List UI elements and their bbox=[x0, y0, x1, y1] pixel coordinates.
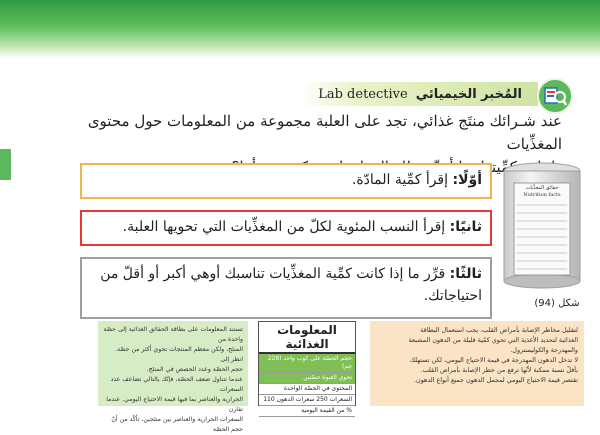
info-right-line: الغذائية لتحديد الأغذية التي تحوي كمّية قليلة من الدهون المشبعة bbox=[408, 336, 578, 344]
info-left-line: عندما تتناول ضعف الحصّة، فإنّك بالتالي تضاعف عدد السعرات bbox=[110, 376, 243, 393]
nutrition-facts-table bbox=[258, 321, 356, 414]
step-3-label: ثالثًا: bbox=[449, 266, 482, 282]
info-right-line: بأقلّ نسبة ممكنة لأنّها ترفع من خطر الإصابة بأمراض القلب. bbox=[420, 366, 578, 374]
top-banner bbox=[0, 0, 600, 58]
section-header bbox=[318, 84, 522, 104]
nutrition-row: % من القيمة اليومية bbox=[259, 406, 355, 417]
section-title-en: Lab detective bbox=[318, 86, 408, 102]
lab-detective-icon bbox=[537, 78, 573, 114]
figure-caption: شكل (94) bbox=[534, 298, 580, 309]
info-left-line: السعرات الحرارية والعناصر بين منتَجين، تأكّد من أنّ حجم الحصّة bbox=[111, 416, 243, 433]
step-2-label: ثانيًا: bbox=[449, 219, 482, 235]
food-can-image bbox=[500, 161, 584, 291]
info-right-line: لا تدخل الدهون المهدرجة في قيمة الاحتياج اليومي، لكن تستهلك bbox=[409, 356, 578, 364]
info-left-line: حجم الحصّة وعدد الحصص في المنتَج. bbox=[146, 366, 243, 373]
step-2-box bbox=[80, 210, 492, 246]
info-right-line: تقتصر قيمة الاحتياج اليومي لمجمل الدهون جميع أنواع الدهون. bbox=[413, 376, 578, 384]
info-left-line: الحرارية والعناصر بما فيها قيمة الاحتياج اليومي. عندما تقارن bbox=[106, 396, 243, 413]
intro-line-1: عند شـرائك منتَج غذائي، تجد على العلبة مجموعة من المعلومات حول محتوى المغذِّيات bbox=[87, 112, 562, 153]
step-1-box bbox=[80, 163, 492, 199]
info-box-left bbox=[98, 321, 248, 433]
step-2-text: إقرأ النسب المئوية لكلّ من المغذِّيات التي تحويها العلبة. bbox=[122, 219, 446, 235]
step-1-text: إقرأ كمِّية المادّة. bbox=[351, 172, 449, 188]
step-3-text: قرِّر ما إذا كانت كمِّية المغذِّيات تناسبك أوهي أكبر أو أقلّ من احتياجاتك. bbox=[100, 266, 482, 304]
step-3-box bbox=[80, 257, 492, 319]
step-1-label: أوّلًا: bbox=[452, 172, 482, 188]
info-box-right bbox=[370, 321, 584, 406]
info-right-line: لتقليل مخاطر الإصابة بأمراض القلب، يجب استعمال البطاقة bbox=[420, 326, 578, 334]
intro-line-2: وكمِّيتها. bbox=[475, 158, 525, 176]
nutrition-table-title: المعلومات الغذائية bbox=[259, 322, 355, 354]
nutrition-row: تحوي العبوة حصّتين bbox=[259, 373, 355, 384]
nutrition-label-heading bbox=[517, 185, 567, 199]
info-right-line: والمهدرجة والكوليسترول. bbox=[510, 346, 578, 354]
nutrition-row: حجم الحصّة على كوب واحد (228 جم) bbox=[259, 354, 355, 373]
nutrition-row: المحتوى في الحصّة الواحدة bbox=[259, 384, 355, 395]
side-page-tab bbox=[0, 149, 11, 180]
nutrition-label-ar: حقائق المغذِّيات bbox=[525, 185, 559, 191]
info-left-line: المنتَج، ولكن معظم المنتجات تحوي أكثر من حصّة. انظر إلى bbox=[115, 346, 243, 363]
info-left-line: تستند المعلومات على بطاقة الحقائق الغذائية إلى حصّة واحدة من bbox=[103, 326, 243, 343]
nutrition-row: السعرات 250 سعرات الدهون 110 bbox=[259, 395, 355, 406]
nutrition-label-en: Nutrition facts bbox=[523, 192, 561, 198]
section-title-ar: المُخبر الخيميائي bbox=[415, 86, 522, 102]
